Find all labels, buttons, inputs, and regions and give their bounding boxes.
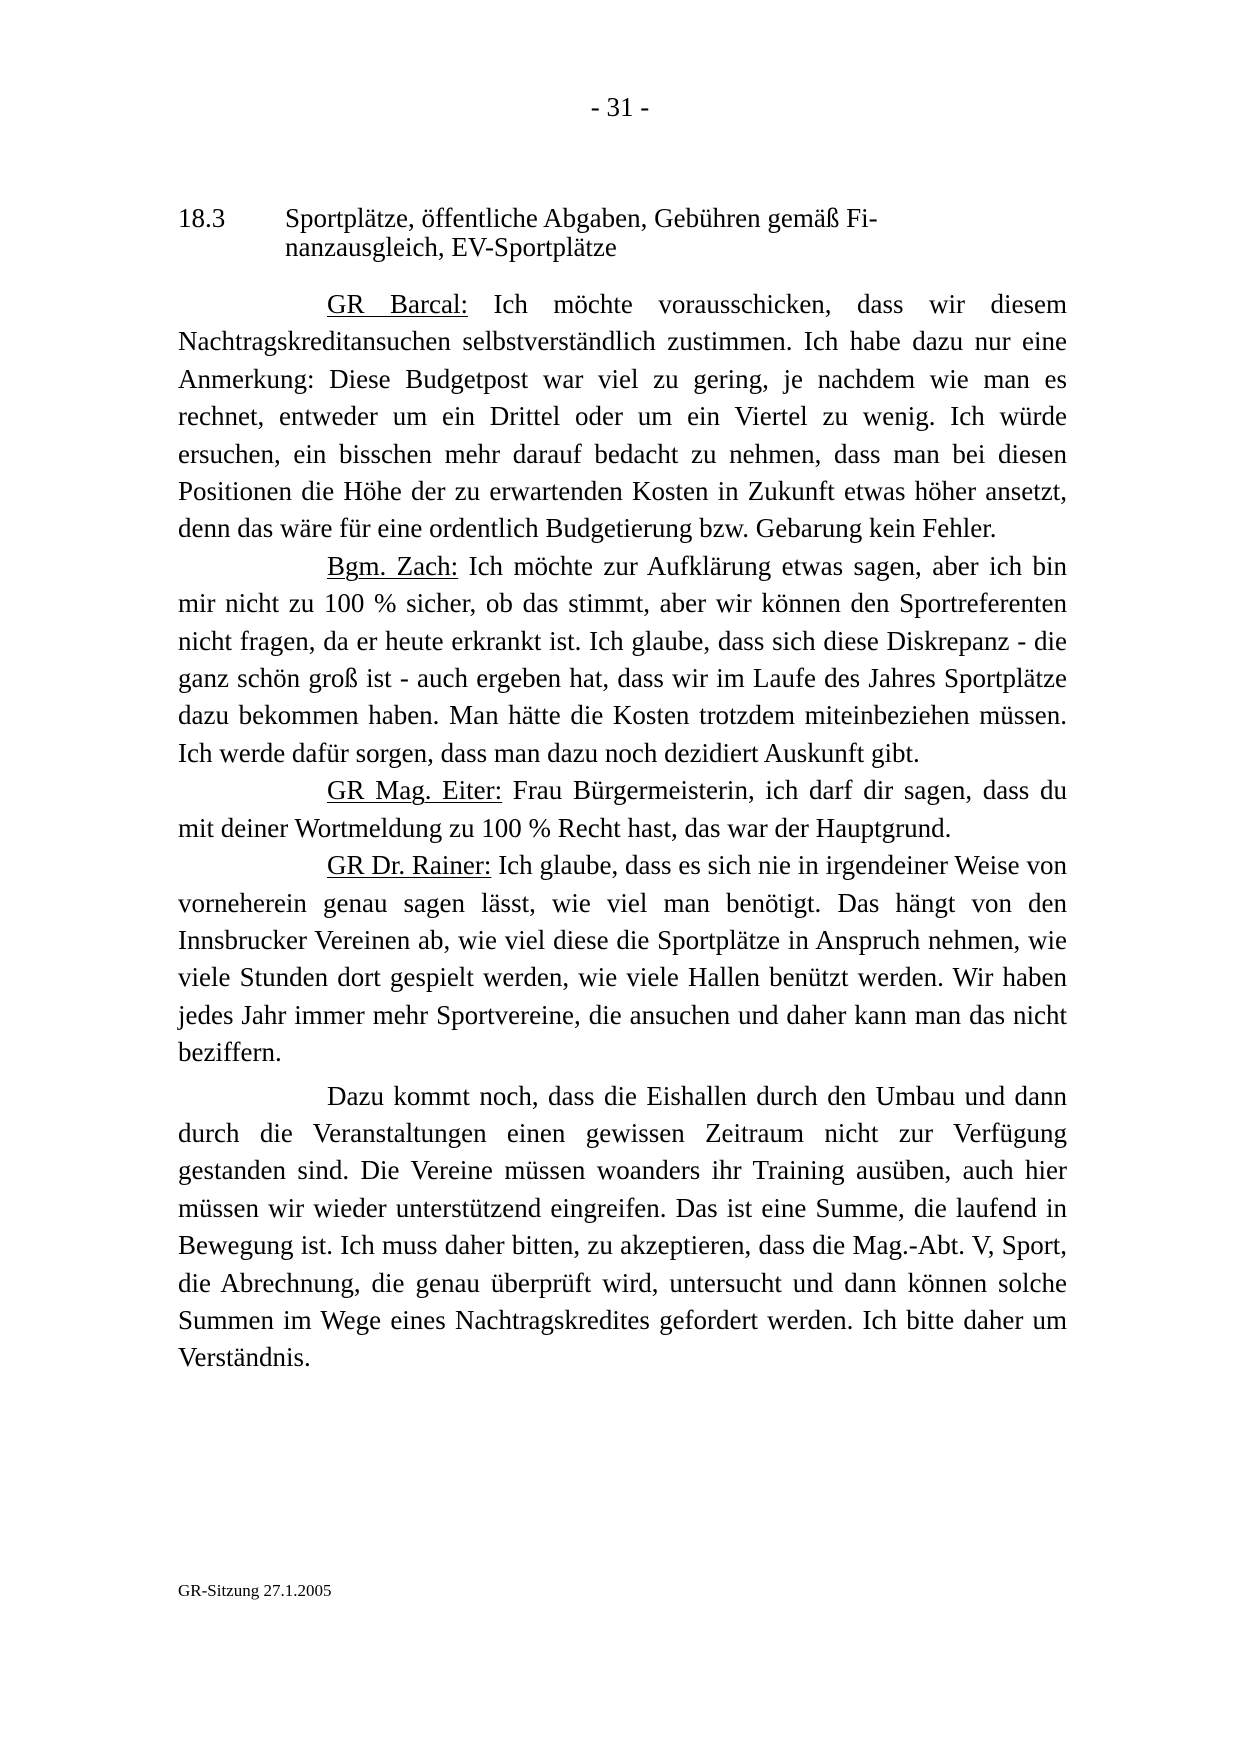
paragraph-text: Ich glaube, dass es sich nie in irgendeiner Weise von vorneherein genau sagen lässt, wie viel man benötigt. Das hängt von den Innsbrucker Vereinen ab, wie viel diese die Sportplätze in Anspruch nehmen, wie viele Stunden dort gespielt werden, wie viele Hallen benützt werden. Wir haben jedes Jahr immer mehr Sportvereine, die ansuchen und daher kann man das nicht beziffern. [178,850,1067,1068]
speaker-name: GR Mag. Eiter: [327,775,503,806]
speaker-name: GR Barcal: [327,289,468,319]
paragraph-text: Ich möchte vorausschicken, dass wir diesem Nachtragskreditansuchen selbstverständlich zustimmen. Ich habe dazu nur eine Anmerkung: Diese Budgetpost war viel zu gering, je nachdem wie man es rechnet, entweder um ein Drittel oder um ein Viertel zu wenig. Ich würde ersuchen, ein bisschen mehr darauf bedacht zu nehmen, dass man bei diesen Positionen die Höhe der zu erwartenden Kosten in Zukunft etwas höher ansetzt, denn das wäre für eine ordentlich Budgetierung bzw. Gebarung kein Fehler. [178,289,1067,544]
speaker-name: GR Dr. Rainer: [327,850,492,881]
paragraph-barcal [178,286,1067,548]
paragraph-text: Frau Bürgermeisterin, ich darf dir sagen, dass du mit deiner Wortmeldung zu 100 % Recht hast, das war der Hauptgrund. [178,775,1067,843]
section-title-line-1: Sportplätze, öffentliche Abgaben, Gebühren gemäß Fi- [285,203,878,233]
page-footer: GR-Sitzung 27.1.2005 [178,1581,332,1600]
speaker-name: Bgm. Zach: [327,550,459,581]
paragraph-eiter [178,772,1067,847]
section-title [285,204,1065,262]
section-title-line-2: nanzausgleich, EV-Sportplätze [285,232,617,262]
page-number: - 31 - [590,92,650,122]
paragraph-rainer [178,847,1067,1071]
paragraph-text: Dazu kommt noch, dass die Eishallen durch den Umbau und dann durch die Veranstaltungen einen gewissen Zeitraum nicht zur Verfügung gestanden sind. Die Vereine müssen woanders ihr Training ausüben, auch hier müssen wir wieder unterstützend eingreifen. Das ist eine Summe, die laufend in Bewegung ist. Ich muss daher bitten, zu akzeptieren, dass die Mag.-Abt. V, Sport, die Abrechnung, die genau überprüft wird, untersucht und dann können solche Summen im Wege eines Nachtragskredites gefordert werden. Ich bitte daher um Verständnis. [178,1080,1067,1373]
paragraph-text: Ich möchte zur Aufklärung etwas sagen, aber ich bin mir nicht zu 100 % sicher, ob das stimmt, aber wir können den Sportreferenten nicht fragen, da er heute erkrankt ist. Ich glaube, dass sich diese Diskrepanz - die ganz schön groß ist - auch ergeben hat, dass wir im Laufe des Jahres Sportplätze dazu bekommen haben. Man hätte die Kosten trotzdem miteinbeziehen müssen. Ich werde dafür sorgen, dass man dazu noch dezidiert Auskunft gibt. [178,550,1067,768]
paragraph-rainer-continued [178,1078,1067,1377]
section-number: 18.3 [178,203,226,233]
document-body [178,286,1067,1377]
paragraph-zach [178,548,1067,772]
